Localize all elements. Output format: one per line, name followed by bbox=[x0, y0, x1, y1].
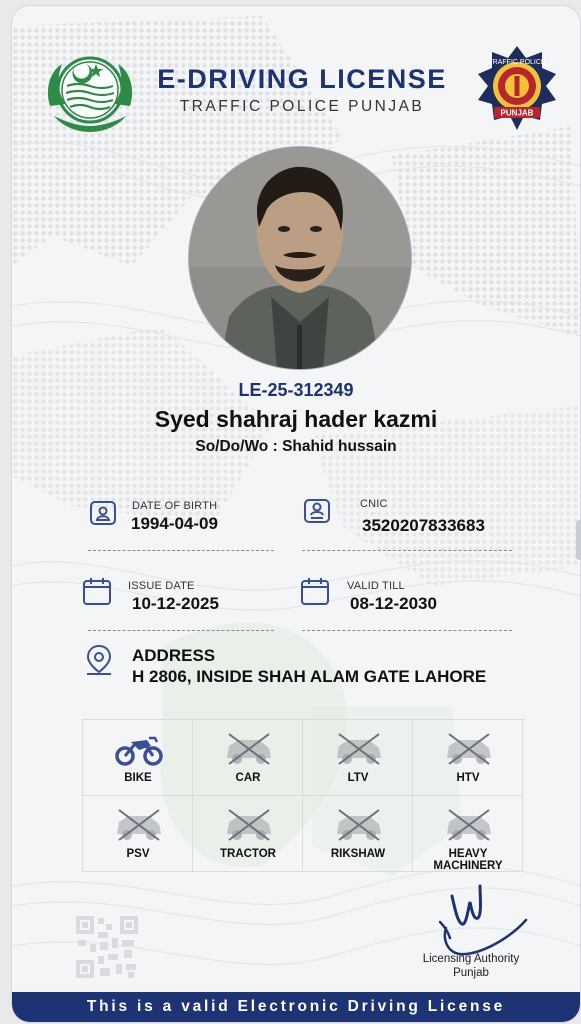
vehicle-category-label: HEAVY MACHINERY bbox=[433, 848, 503, 872]
holder-relation bbox=[12, 438, 580, 456]
licensing-authority bbox=[406, 952, 536, 980]
calendar-icon bbox=[300, 576, 330, 606]
authority-line2: Punjab bbox=[453, 967, 489, 979]
dob-label: DATE OF BIRTH bbox=[132, 500, 218, 512]
cnic-field bbox=[302, 494, 522, 548]
vehicle-crossed-icon bbox=[443, 730, 495, 766]
license-number: LE-25-312349 bbox=[238, 380, 354, 400]
vehicle-category-label: PSV bbox=[126, 848, 150, 860]
traffic-police-badge-icon bbox=[476, 44, 558, 134]
vehicle-category-car bbox=[193, 720, 303, 796]
vehicle-category-ltv bbox=[303, 720, 413, 796]
card-title: E-DRIVING LICENSE bbox=[157, 64, 447, 94]
cnic-value: 3520207833683 bbox=[362, 516, 485, 535]
address-value: H 2806, INSIDE SHAH ALAM GATE LAHORE bbox=[132, 667, 487, 686]
vehicle-category-bike bbox=[83, 720, 193, 796]
badge-top-text: TRAFFIC POLICE bbox=[488, 59, 546, 66]
vehicle-category-label: CAR bbox=[235, 772, 261, 784]
motorbike-icon bbox=[113, 730, 165, 766]
issue-date-label: ISSUE DATE bbox=[128, 580, 195, 592]
holder-photo bbox=[188, 146, 412, 370]
vehicle-category-psv bbox=[83, 796, 193, 872]
vehicle-category-heavy-machinery bbox=[413, 796, 523, 872]
authority-line1: Licensing Authority bbox=[422, 953, 520, 965]
relation-name: Shahid hussain bbox=[282, 438, 397, 455]
vehicle-category-htv bbox=[413, 720, 523, 796]
vehicle-crossed-icon bbox=[443, 806, 495, 842]
vehicle-crossed-icon bbox=[333, 730, 385, 766]
vehicle-category-label: HTV bbox=[456, 772, 480, 784]
dob-field bbox=[88, 496, 278, 550]
license-card bbox=[12, 6, 580, 1022]
vehicle-crossed-icon bbox=[223, 806, 275, 842]
vehicle-category-tractor bbox=[193, 796, 303, 872]
badge-bottom-text: PUNJAB bbox=[500, 108, 534, 118]
issue-date-value: 10-12-2025 bbox=[132, 594, 219, 613]
qr-code-icon bbox=[76, 916, 138, 978]
vehicle-crossed-icon bbox=[223, 730, 275, 766]
vehicle-category-label: RIKSHAW bbox=[330, 848, 386, 860]
signature bbox=[422, 874, 532, 962]
location-pin-icon bbox=[84, 644, 114, 678]
separator bbox=[302, 550, 512, 551]
cnic-card-icon bbox=[302, 496, 332, 526]
id-card-icon bbox=[88, 498, 118, 528]
vehicle-category-label: TRACTOR bbox=[219, 848, 276, 860]
holder-name: Syed shahraj hader kazmi bbox=[154, 406, 438, 432]
separator bbox=[302, 630, 512, 631]
validity-footer: This is a valid Electronic Driving License bbox=[12, 992, 580, 1022]
vehicle-category-grid bbox=[82, 719, 525, 872]
dob-value: 1994-04-09 bbox=[131, 514, 218, 533]
address-label: ADDRESS bbox=[132, 646, 216, 665]
vehicle-category-rikshaw bbox=[303, 796, 413, 872]
card-subtitle: TRAFFIC POLICE PUNJAB bbox=[179, 98, 425, 115]
valid-till-label: VALID TILL bbox=[347, 580, 405, 592]
cnic-label: CNIC bbox=[360, 498, 388, 510]
calendar-icon bbox=[82, 576, 112, 606]
separator bbox=[88, 550, 274, 551]
issue-date-field bbox=[82, 574, 282, 628]
punjab-government-seal-icon bbox=[40, 46, 140, 138]
vehicle-crossed-icon bbox=[333, 806, 385, 842]
side-scroll-handle[interactable] bbox=[576, 520, 581, 560]
vehicle-crossed-icon bbox=[113, 806, 165, 842]
vehicle-category-label: LTV bbox=[347, 772, 369, 784]
valid-till-field bbox=[300, 574, 520, 628]
valid-till-value: 08-12-2030 bbox=[350, 594, 437, 613]
relation-label: So/Do/Wo : bbox=[195, 438, 278, 455]
separator bbox=[88, 630, 274, 631]
vehicle-category-label: BIKE bbox=[124, 772, 152, 784]
